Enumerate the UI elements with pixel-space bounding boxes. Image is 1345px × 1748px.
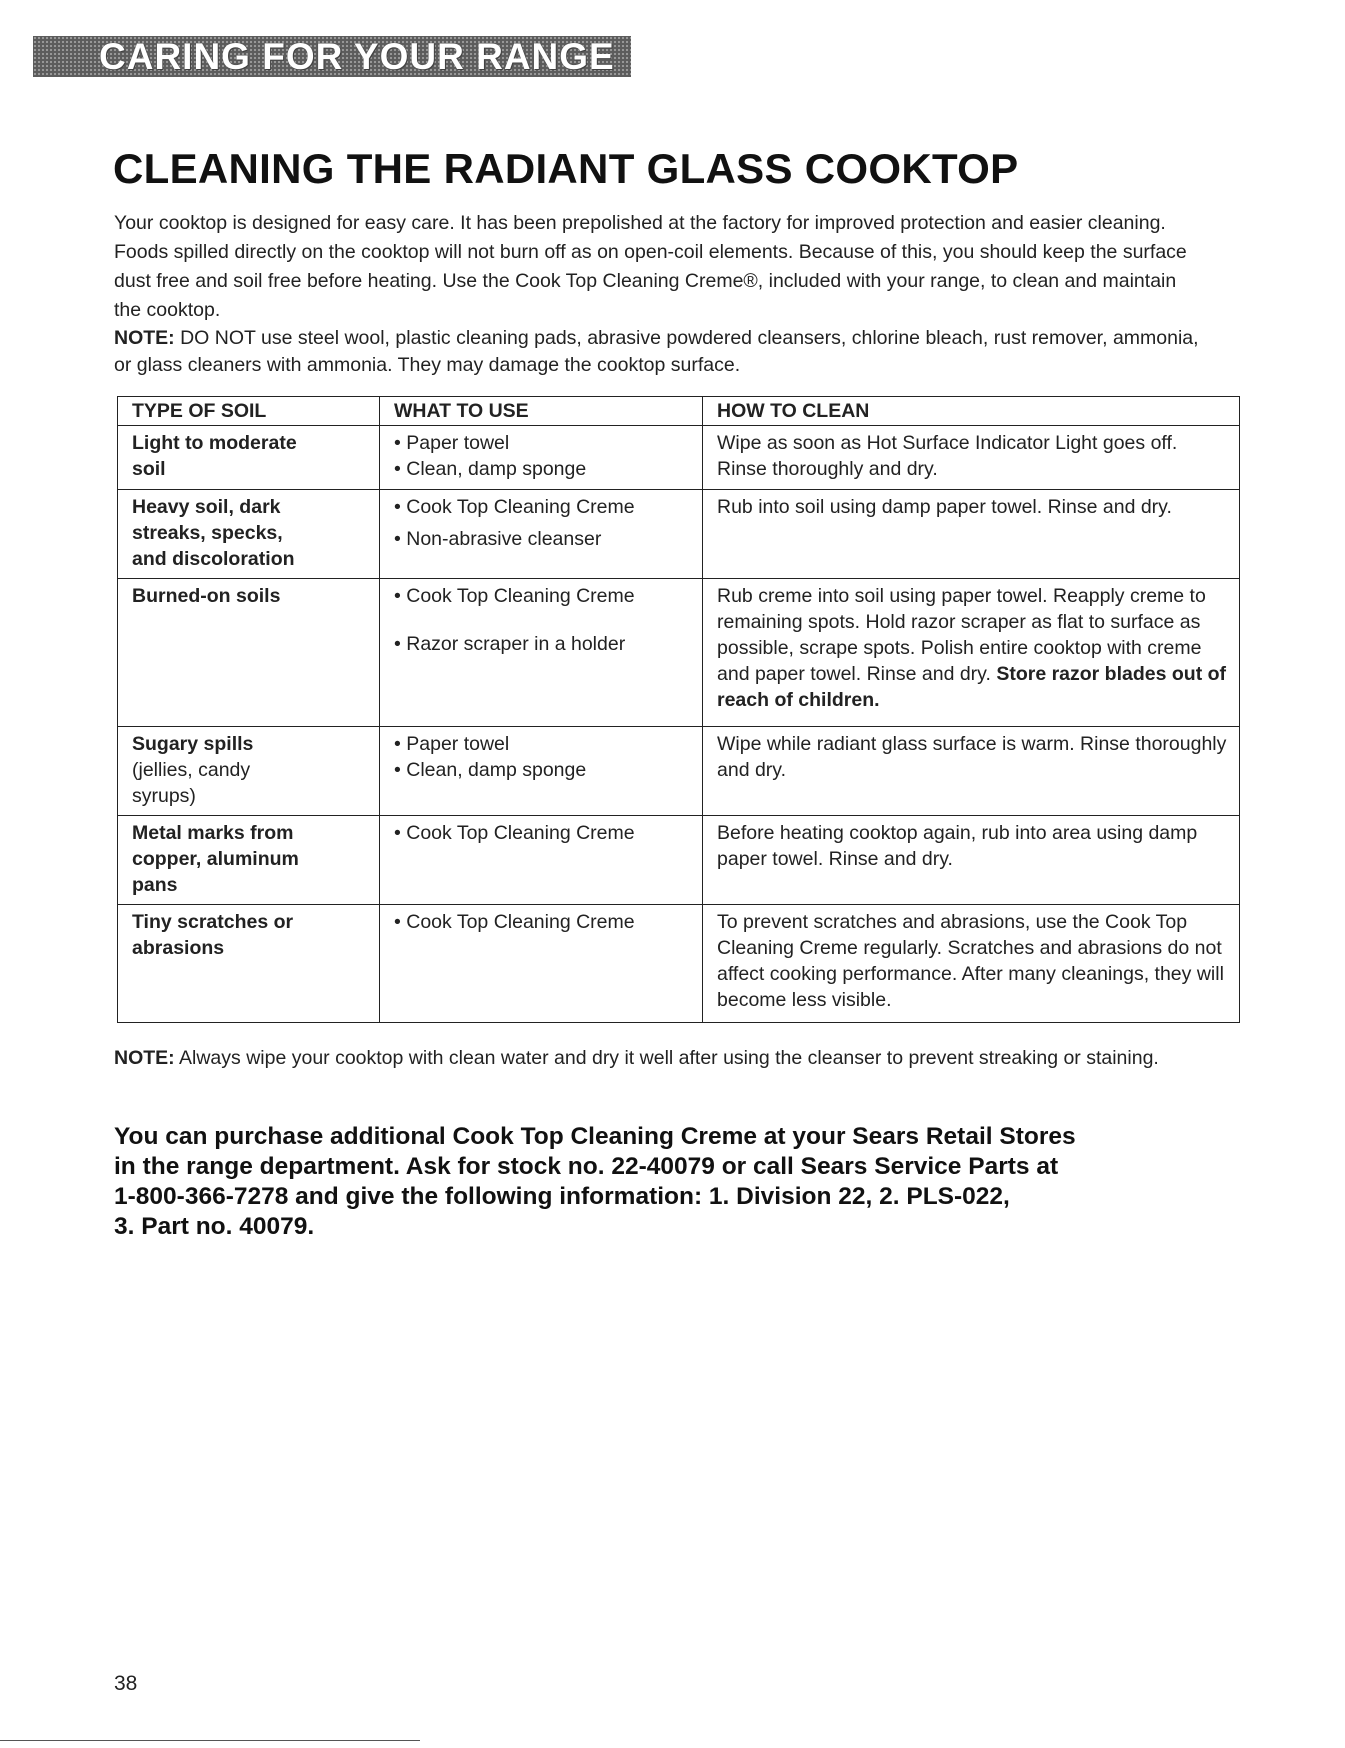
how-text: Wipe while radiant glass surface is warm. Rinse thoroughly and dry. <box>717 733 1227 781</box>
soil-cell <box>118 426 380 490</box>
table-row <box>118 727 1240 816</box>
note-top-label: NOTE: <box>114 327 175 349</box>
purchase-line: You can purchase additional Cook Top Cleaning Creme at your Sears Retail Stores <box>114 1123 1076 1150</box>
header-how-to-clean: HOW TO CLEAN <box>703 397 1240 426</box>
soil-type: Sugary spills <box>132 733 254 755</box>
table-header-row <box>118 397 1240 426</box>
purchase-line: in the range department. Ask for stock no. 22-40079 or call Sears Service Parts at <box>114 1153 1059 1180</box>
section-banner <box>33 36 631 77</box>
use-item: • Clean, damp sponge <box>394 458 587 480</box>
use-item: • Clean, damp sponge <box>394 759 587 781</box>
use-cell <box>380 579 703 727</box>
soil-cell <box>118 905 380 1023</box>
use-item: • Paper towel <box>394 432 510 454</box>
soil-detail: (jellies, candy syrups) <box>132 759 251 807</box>
purchase-line: 3. Part no. 40079. <box>114 1213 315 1240</box>
purchase-info <box>114 1122 1234 1242</box>
soil-type: Metal marks from copper, aluminum pans <box>132 822 299 896</box>
table-row <box>118 579 1240 727</box>
header-what-to-use: WHAT TO USE <box>380 397 703 426</box>
soil-cell <box>118 816 380 905</box>
soil-type: Light to moderate soil <box>132 432 297 480</box>
use-cell <box>380 490 703 579</box>
how-cell <box>703 579 1240 727</box>
page-number: 38 <box>114 1672 138 1695</box>
use-item: • Cook Top Cleaning Creme <box>394 911 635 933</box>
use-cell <box>380 727 703 816</box>
how-text-bold: Store razor blades out of reach of children. <box>717 663 1227 711</box>
how-cell <box>703 905 1240 1023</box>
note-bottom <box>114 1044 1214 1072</box>
use-item: • Non-abrasive cleanser <box>394 528 602 550</box>
how-cell <box>703 426 1240 490</box>
use-item: • Razor scraper in a holder <box>394 633 626 655</box>
soil-cell <box>118 579 380 727</box>
section-banner-text: CARING FOR YOUR RANGE <box>99 35 615 77</box>
use-item: • Paper towel <box>394 733 510 755</box>
how-cell <box>703 490 1240 579</box>
intro-paragraph: Your cooktop is designed for easy care. It has been prepolished at the factory for improved protection and easier cleaning. Foods spilled directly on the cooktop will not burn off as on open-coil elements. Because of this, you should keep the surface dust free and soil free before heating. Use the Cook Top Cleaning Creme®, included with your range, to clean and maintain the cooktop. <box>114 212 1187 321</box>
header-type-of-soil: TYPE OF SOIL <box>118 397 380 426</box>
table-row <box>118 816 1240 905</box>
use-item: • Cook Top Cleaning Creme <box>394 496 635 518</box>
cleaning-table <box>117 396 1240 1023</box>
how-text: To prevent scratches and abrasions, use the Cook Top Cleaning Creme regularly. Scratches and abrasions do not affect cooking performance. After many cleanings, they will become less visible. <box>717 911 1224 1011</box>
use-cell <box>380 816 703 905</box>
note-top-text: DO NOT use steel wool, plastic cleaning pads, abrasive powdered cleansers, chlorine bleach, rust remover, ammonia, or glass cleaners with ammonia. They may damage the cooktop surface. <box>114 327 1199 376</box>
soil-cell <box>118 490 380 579</box>
note-top <box>114 325 1204 379</box>
use-cell <box>380 905 703 1023</box>
page-title: CLEANING THE RADIANT GLASS COOKTOP <box>113 145 1019 192</box>
how-cell <box>703 816 1240 905</box>
note-bottom-label: NOTE: <box>114 1047 175 1069</box>
use-item: • Cook Top Cleaning Creme <box>394 822 635 844</box>
soil-cell <box>118 727 380 816</box>
how-text: Before heating cooktop again, rub into area using damp paper towel. Rinse and dry. <box>717 822 1198 870</box>
how-text: Wipe as soon as Hot Surface Indicator Light goes off. Rinse thoroughly and dry. <box>717 432 1178 480</box>
table-row <box>118 426 1240 490</box>
use-item: • Cook Top Cleaning Creme <box>394 585 635 607</box>
table-row <box>118 490 1240 579</box>
note-bottom-text: Always wipe your cooktop with clean water and dry it well after using the cleanser to prevent streaking or staining. <box>174 1047 1159 1069</box>
use-cell <box>380 426 703 490</box>
how-text: Rub into soil using damp paper towel. Rinse and dry. <box>717 496 1172 518</box>
how-cell <box>703 727 1240 816</box>
soil-type: Heavy soil, dark streaks, specks, and discoloration <box>132 496 295 570</box>
how-text: Rub creme into soil using paper towel. Reapply creme to remaining spots. Hold razor scraper as flat to surface as possible, scrape spots. Polish entire cooktop with creme and paper towel. Rinse and dry. <box>717 585 1206 685</box>
table-row <box>118 905 1240 1023</box>
soil-type: Burned-on soils <box>132 585 281 607</box>
purchase-line: 1-800-366-7278 and give the following information: 1. Division 22, 2. PLS-022, <box>114 1183 1010 1210</box>
soil-type: Tiny scratches or abrasions <box>132 911 294 959</box>
bottom-divider <box>0 1740 420 1741</box>
